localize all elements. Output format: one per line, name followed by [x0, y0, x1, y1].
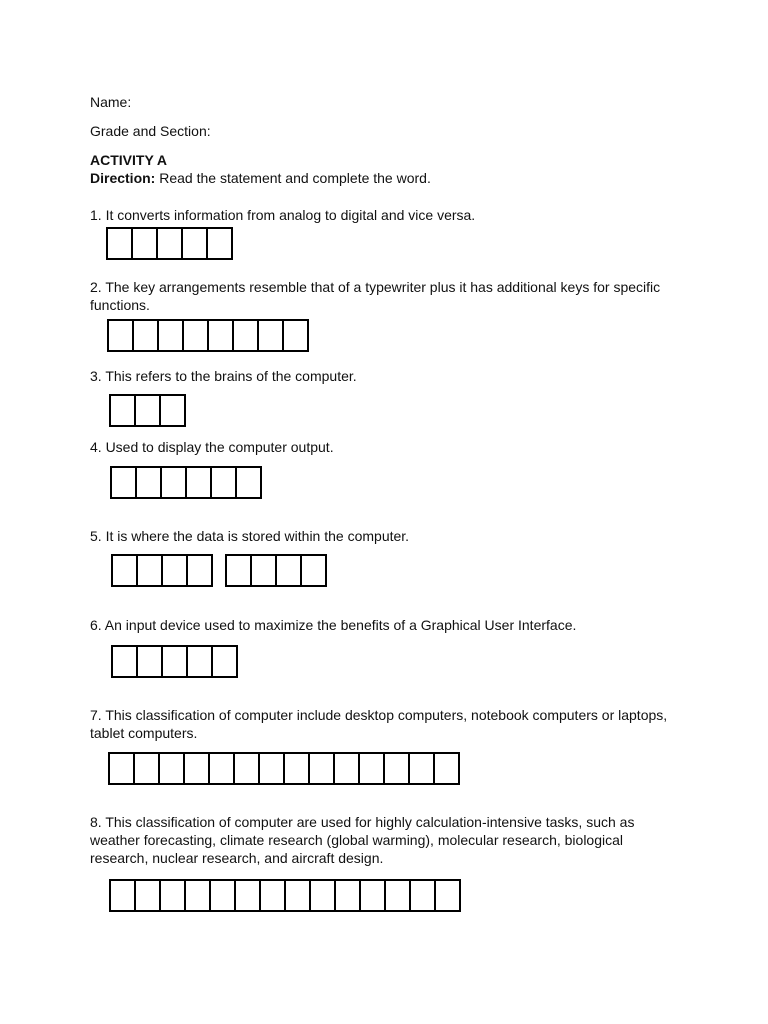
- letter-box[interactable]: [212, 468, 237, 497]
- letter-box[interactable]: [360, 754, 385, 783]
- answer-boxes-4[interactable]: [110, 466, 262, 499]
- letter-box[interactable]: [138, 647, 163, 676]
- answer-boxes-8[interactable]: [109, 879, 461, 912]
- letter-box[interactable]: [133, 229, 158, 258]
- letter-box[interactable]: [261, 881, 286, 910]
- letter-box[interactable]: [386, 881, 411, 910]
- letter-box[interactable]: [187, 468, 212, 497]
- question-3: 3. This refers to the brains of the computer.: [90, 368, 357, 384]
- answer-boxes-2[interactable]: [107, 319, 309, 352]
- letter-box[interactable]: [310, 754, 335, 783]
- letter-box[interactable]: [286, 881, 311, 910]
- letter-box[interactable]: [335, 754, 360, 783]
- direction-text: Read the statement and complete the word.: [155, 170, 431, 186]
- letter-box[interactable]: [113, 556, 138, 585]
- question-4: 4. Used to display the computer output.: [90, 439, 334, 455]
- letter-box[interactable]: [336, 881, 361, 910]
- letter-box[interactable]: [188, 556, 213, 585]
- letter-box[interactable]: [237, 468, 262, 497]
- answer-boxes-5a[interactable]: [111, 554, 213, 587]
- answer-boxes-7[interactable]: [108, 752, 460, 785]
- letter-box[interactable]: [208, 229, 233, 258]
- letter-box[interactable]: [210, 754, 235, 783]
- letter-box[interactable]: [136, 881, 161, 910]
- letter-box[interactable]: [411, 881, 436, 910]
- letter-box[interactable]: [260, 754, 285, 783]
- letter-box[interactable]: [385, 754, 410, 783]
- letter-box[interactable]: [183, 229, 208, 258]
- letter-box[interactable]: [185, 754, 210, 783]
- letter-box[interactable]: [259, 321, 284, 350]
- letter-box[interactable]: [436, 881, 461, 910]
- activity-title: ACTIVITY A: [90, 152, 168, 168]
- letter-box[interactable]: [111, 881, 136, 910]
- letter-box[interactable]: [113, 647, 138, 676]
- answer-boxes-6[interactable]: [111, 645, 238, 678]
- letter-box[interactable]: [188, 647, 213, 676]
- letter-box[interactable]: [302, 556, 327, 585]
- question-8: 8. This classification of computer are used for highly calculation-intensive tasks, such as weather forecasting, climate research (global warming), molecular research, biological research, nuclear research, and aircraft design.: [90, 814, 635, 866]
- question-7: 7. This classification of computer include desktop computers, notebook computers or laptops, tablet computers.: [90, 707, 668, 741]
- letter-box[interactable]: [184, 321, 209, 350]
- letter-box[interactable]: [109, 321, 134, 350]
- letter-box[interactable]: [159, 321, 184, 350]
- letter-box[interactable]: [284, 321, 309, 350]
- letter-box[interactable]: [162, 468, 187, 497]
- grade-section-label: Grade and Section:: [90, 123, 211, 139]
- letter-box[interactable]: [163, 647, 188, 676]
- letter-box[interactable]: [435, 754, 460, 783]
- letter-box[interactable]: [137, 468, 162, 497]
- answer-boxes-3[interactable]: [109, 394, 186, 427]
- letter-box[interactable]: [277, 556, 302, 585]
- letter-box[interactable]: [161, 396, 186, 425]
- letter-box[interactable]: [235, 754, 260, 783]
- question-5: 5. It is where the data is stored within the computer.: [90, 528, 410, 544]
- answer-boxes-1[interactable]: [106, 227, 233, 260]
- letter-box[interactable]: [209, 321, 234, 350]
- letter-box[interactable]: [213, 647, 238, 676]
- letter-box[interactable]: [410, 754, 435, 783]
- direction-line: [90, 170, 431, 187]
- letter-box[interactable]: [138, 556, 163, 585]
- letter-box[interactable]: [112, 468, 137, 497]
- answer-boxes-5b[interactable]: [225, 554, 327, 587]
- letter-box[interactable]: [285, 754, 310, 783]
- letter-box[interactable]: [134, 321, 159, 350]
- letter-box[interactable]: [135, 754, 160, 783]
- letter-box[interactable]: [136, 396, 161, 425]
- letter-box[interactable]: [252, 556, 277, 585]
- letter-box[interactable]: [158, 229, 183, 258]
- letter-box[interactable]: [211, 881, 236, 910]
- letter-box[interactable]: [161, 881, 186, 910]
- letter-box[interactable]: [108, 229, 133, 258]
- letter-box[interactable]: [110, 754, 135, 783]
- direction-label: Direction:: [90, 170, 156, 186]
- letter-box[interactable]: [227, 556, 252, 585]
- letter-box[interactable]: [234, 321, 259, 350]
- letter-box[interactable]: [236, 881, 261, 910]
- name-label: Name:: [90, 94, 132, 110]
- letter-box[interactable]: [361, 881, 386, 910]
- letter-box[interactable]: [111, 396, 136, 425]
- letter-box[interactable]: [160, 754, 185, 783]
- letter-box[interactable]: [163, 556, 188, 585]
- letter-box[interactable]: [186, 881, 211, 910]
- question-6: 6. An input device used to maximize the benefits of a Graphical User Interface.: [90, 617, 577, 633]
- question-2: 2. The key arrangements resemble that of a typewriter plus it has additional keys for specific functions.: [90, 279, 661, 313]
- question-1: 1. It converts information from analog to digital and vice versa.: [90, 207, 476, 223]
- letter-box[interactable]: [311, 881, 336, 910]
